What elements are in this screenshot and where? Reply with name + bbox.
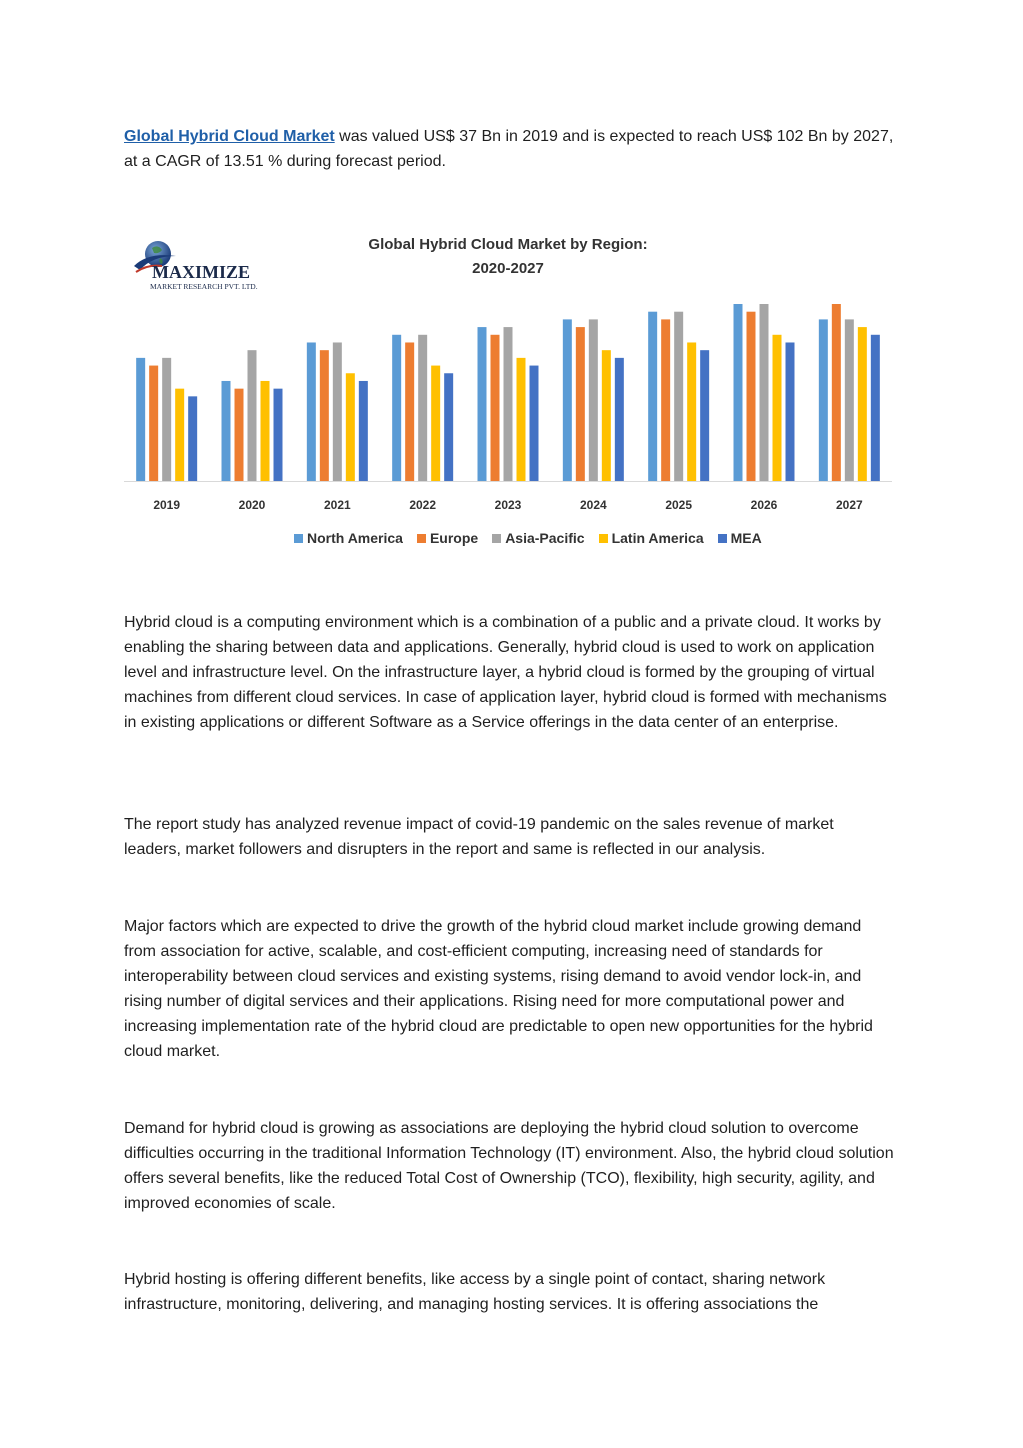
chart-subtitle: 2020-2027 [472, 260, 544, 277]
bar-asia-pacific-2023 [504, 327, 513, 481]
x-tick-label-2025: 2025 [665, 498, 693, 512]
legend-swatch [599, 534, 608, 543]
legend-label: MEA [730, 530, 762, 546]
paragraph-1: Hybrid cloud is a computing environment which is a combination of a public and a private cloud. It works by enabling the sharing between data and applications. Generally, hybrid cloud is used to work on application level and infrastructure level. On the infrastructure layer, a hybrid cloud is formed by the grouping of virtual machines from different cloud services. In case of application layer, hybrid cloud is formed with mechanisms in existing applications or different Software as a Service offerings in the data center of an enterprise. [124, 614, 887, 731]
bar-asia-pacific-2025 [674, 312, 683, 481]
logo-subtitle: MARKET RESEARCH PVT. LTD. [150, 282, 258, 291]
market-link[interactable]: Global Hybrid Cloud Market [124, 128, 335, 145]
bar-mea-2025 [700, 350, 709, 481]
x-tick-label-2021: 2021 [323, 498, 351, 512]
bar-north-america-2027 [819, 319, 828, 481]
bar-latin-america-2021 [346, 373, 355, 481]
bar-europe-2021 [320, 350, 329, 481]
x-tick-label-2027: 2027 [835, 498, 863, 512]
legend-item-north-america [294, 530, 403, 546]
bar-asia-pacific-2027 [845, 319, 854, 481]
bar-latin-america-2022 [431, 366, 440, 481]
bar-europe-2025 [661, 319, 670, 481]
chart-title: Global Hybrid Cloud Market by Region: [368, 236, 648, 253]
legend-swatch [492, 534, 501, 543]
bar-latin-america-2023 [517, 358, 526, 481]
bar-asia-pacific-2019 [162, 358, 171, 481]
paragraph-2: The report study has analyzed revenue impact of covid-19 pandemic on the sales revenue of market leaders, market followers and disrupters in the report and same is reflected in our analysis. [124, 816, 834, 858]
bar-europe-2020 [235, 389, 244, 481]
bar-north-america-2025 [648, 312, 657, 481]
legend-item-europe [417, 530, 478, 546]
bar-mea-2023 [530, 366, 539, 481]
x-tick-label-2024: 2024 [579, 498, 607, 512]
legend-label: Latin America [611, 530, 704, 546]
legend-label: Asia-Pacific [505, 530, 585, 546]
bar-north-america-2022 [392, 335, 401, 481]
bar-mea-2024 [615, 358, 624, 481]
bar-mea-2026 [786, 342, 795, 481]
bar-europe-2027 [832, 304, 841, 481]
bar-europe-2019 [149, 366, 158, 481]
bar-latin-america-2025 [687, 342, 696, 481]
intro-text: was valued US$ 37 Bn in 2019 and is expected to reach US$ 102 Bn by 2027, at a CAGR of 13.51 % during forecast period. [124, 128, 894, 170]
paragraph-5: Hybrid hosting is offering different benefits, like access by a single point of contact, sharing network infrastructure, monitoring, delivering, and managing hosting services. It is offering associations the [124, 1271, 826, 1313]
bar-north-america-2024 [563, 319, 572, 481]
legend-label: Europe [429, 530, 479, 546]
bar-mea-2022 [444, 373, 453, 481]
paragraph-4: Demand for hybrid cloud is growing as associations are deploying the hybrid cloud solution to overcome difficulties occurring in the traditional Information Technology (IT) environment. Also, the hybrid cloud solution offers several benefits, like the reduced Total Cost of Ownership (TCO), flexibility, high security, agility, and improved economies of scale. [124, 1120, 894, 1212]
bar-north-america-2026 [734, 304, 743, 481]
bar-mea-2020 [274, 389, 283, 481]
bar-asia-pacific-2022 [418, 335, 427, 481]
x-tick-label-2022: 2022 [409, 498, 437, 512]
legend-item-asia-pacific [492, 530, 584, 546]
intro-paragraph [124, 124, 894, 174]
bar-europe-2026 [747, 312, 756, 481]
legend-item-latin-america [599, 530, 704, 546]
bar-asia-pacific-2021 [333, 342, 342, 481]
bar-mea-2021 [359, 381, 368, 481]
bar-europe-2022 [405, 342, 414, 481]
x-tick-label-2023: 2023 [494, 498, 522, 512]
bar-latin-america-2020 [261, 381, 270, 481]
bar-latin-america-2026 [773, 335, 782, 481]
region-chart [118, 222, 900, 562]
legend-label: North America [307, 530, 403, 546]
bar-north-america-2021 [307, 342, 316, 481]
legend-swatch [417, 534, 426, 543]
bar-europe-2023 [491, 335, 500, 481]
bar-asia-pacific-2020 [248, 350, 257, 481]
maximize-logo [130, 232, 300, 292]
bar-latin-america-2027 [858, 327, 867, 481]
bar-mea-2027 [871, 335, 880, 481]
bar-mea-2019 [188, 396, 197, 481]
bar-asia-pacific-2026 [760, 304, 769, 481]
x-tick-label-2026: 2026 [750, 498, 778, 512]
bar-latin-america-2019 [175, 389, 184, 481]
legend-item-mea [718, 530, 762, 546]
bar-latin-america-2024 [602, 350, 611, 481]
bar-north-america-2023 [478, 327, 487, 481]
x-tick-label-2019: 2019 [153, 498, 181, 512]
paragraph-3: Major factors which are expected to drive the growth of the hybrid cloud market include growing demand from association for active, scalable, and cost-efficient computing, increasing need of standards for interoperability between cloud services and existing systems, rising demand to avoid vendor lock-in, and rising number of digital services and their applications. Rising need for more computational power and increasing implementation rate of the hybrid cloud are predictable to open new opportunities for the hybrid cloud market. [124, 918, 873, 1060]
x-tick-label-2020: 2020 [238, 498, 266, 512]
legend-swatch [718, 534, 727, 543]
bar-north-america-2020 [222, 381, 231, 481]
bar-europe-2024 [576, 327, 585, 481]
bar-asia-pacific-2024 [589, 319, 598, 481]
logo-name: MAXIMIZE [152, 262, 250, 282]
logo-graphic [130, 232, 300, 292]
legend-swatch [294, 534, 303, 543]
bar-north-america-2019 [136, 358, 145, 481]
chart-legend [294, 530, 762, 546]
